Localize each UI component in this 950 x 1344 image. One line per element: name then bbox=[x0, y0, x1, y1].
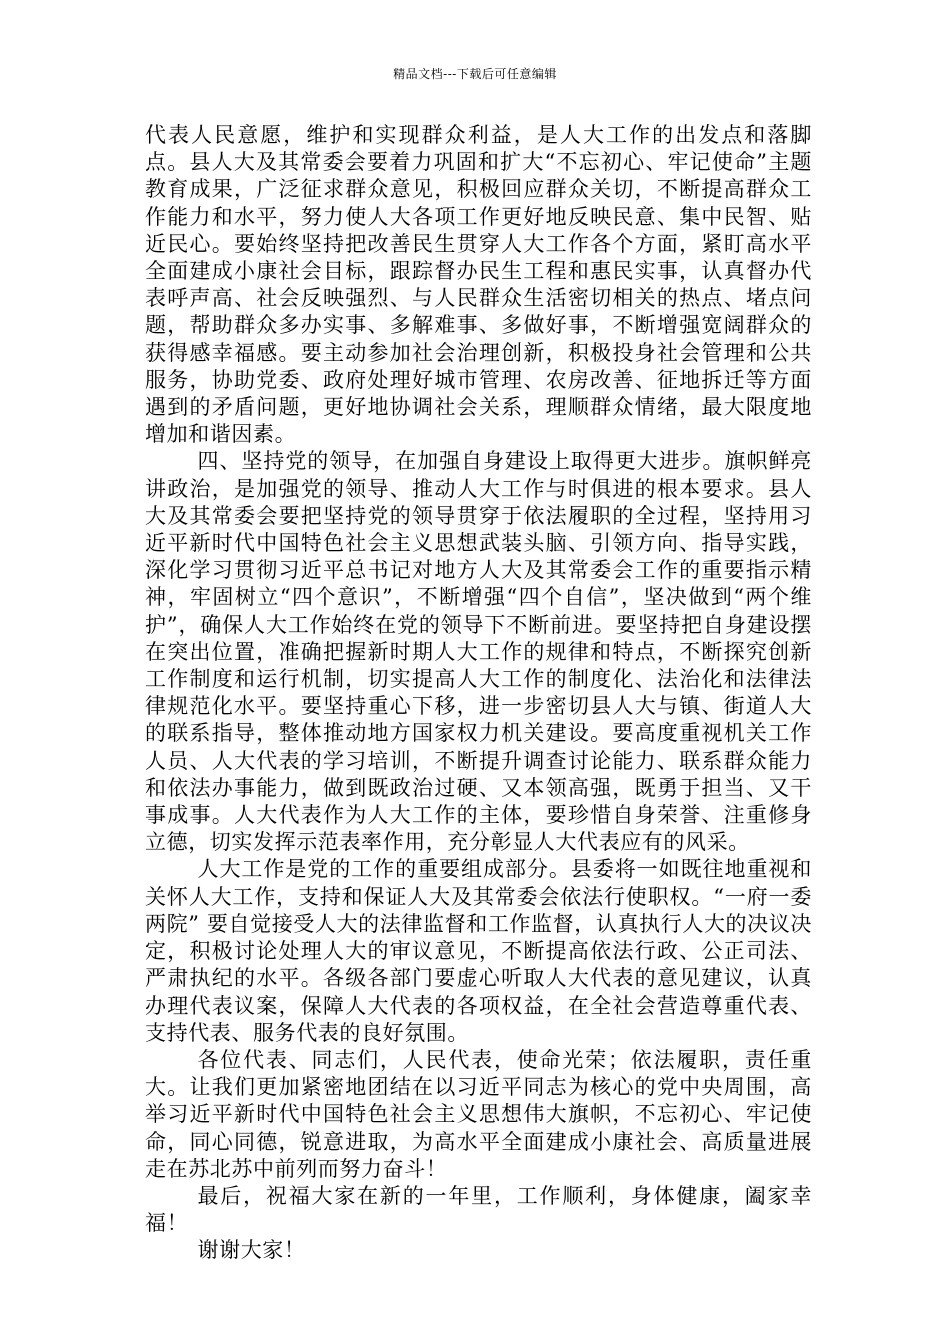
page-header: 精品文档---下载后可任意编辑 bbox=[393, 67, 557, 81]
document-body bbox=[145, 122, 812, 1265]
paragraph-closing-call: 各位代表、同志们，人民代表，使命光荣；依法履职，责任重大。让我们更加紧密地团结在以习近平同志为核心的党中央周围，高举习近平新时代中国特色社会主义思想伟大旗帜，不忘初心、牢记使命，同心同德，锐意进取，为高水平全面建成小康社会、高质量进展走在苏北苏中前列而努力奋斗！ bbox=[145, 1047, 812, 1181]
paragraph-new-year-wishes: 最后，祝福大家在新的一年里，工作顺利，身体健康，阖家幸福！ bbox=[145, 1183, 812, 1236]
paragraph-thanks: 谢谢大家！ bbox=[197, 1238, 306, 1263]
paragraph-section-four: 四、坚持党的领导，在加强自身建设上取得更大进步。旗帜鲜亮讲政治，是加强党的领导、推动人大工作与时俱进的根本要求。县人大及其常委会要把坚持党的领导贯穿于依法履职的全过程，坚持用习近平新时代中国特色社会主义思想武装头脑、引领方向、指导实践，深化学习贯彻习近平总书记对地方人大及其常委会工作的重要指示精神，牢固树立“四个意识”，不断增强“四个自信”，坚决做到“两个维护”，确保人大工作始终在党的领导下不断前进。要坚持把自身建设摆在突出位置，准确把握新时期人大工作的规律和特点，不断探究创新工作制度和运行机制，切实提高人大工作的制度化、法治化和法律法律规范化水平。要坚持重心下移，进一步密切县人大与镇、街道人大的联系指导，整体推动地方国家权力机关建设。要高度重视机关工作人员、人大代表的学习培训，不断提升调查讨论能力、联系群众能力和依法办事能力，做到既政治过硬、又本领高强，既勇于担当、又干事成事。人大代表作为人大工作的主体，要珍惜自身荣誉、注重修身立德，切实发挥示范表率作用，充分彰显人大代表应有的风采。 bbox=[145, 449, 812, 855]
paragraph-party-work: 人大工作是党的工作的重要组成部分。县委将一如既往地重视和关怀人大工作，支持和保证人大及其常委会依法行使职权。“一府一委两院” 要自觉接受人大的法律监督和工作监督，认真执行人大的决议决定，积极讨论处理人大的审议意见，不断提高依法行政、公正司法、严肃执纪的水平。各级各部门要虚心听取人大代表的意见建议，认真办理代表议案，保障人大代表的各项权益，在全社会营造尊重代表、支持代表、服务代表的良好氛围。 bbox=[145, 857, 812, 1045]
paragraph-continuation: 代表人民意愿，维护和实现群众利益，是人大工作的出发点和落脚点。县人大及其常委会要着力巩固和扩大“不忘初心、牢记使命”主题教育成果，广泛征求群众意见，积极回应群众关切，不断提高群众工作能力和水平，努力使人大各项工作更好地反映民意、集中民智、贴近民心。要始终坚持把改善民生贯穿人大工作各个方面，紧盯高水平全面建成小康社会目标，跟踪督办民生工程和惠民实事，认真督办代表呼声高、社会反映强烈、与人民群众生活密切相关的热点、堵点问题，帮助群众多办实事、多解难事、多做好事，不断增强宽阔群众的获得感幸福感。要主动参加社会治理创新，积极投身社会管理和公共服务，协助党委、政府处理好城市管理、农房改善、征地拆迁等方面遇到的矛盾问题，更好地协调社会关系，理顺群众情绪，最大限度地增加和谐因素。 bbox=[145, 123, 812, 447]
